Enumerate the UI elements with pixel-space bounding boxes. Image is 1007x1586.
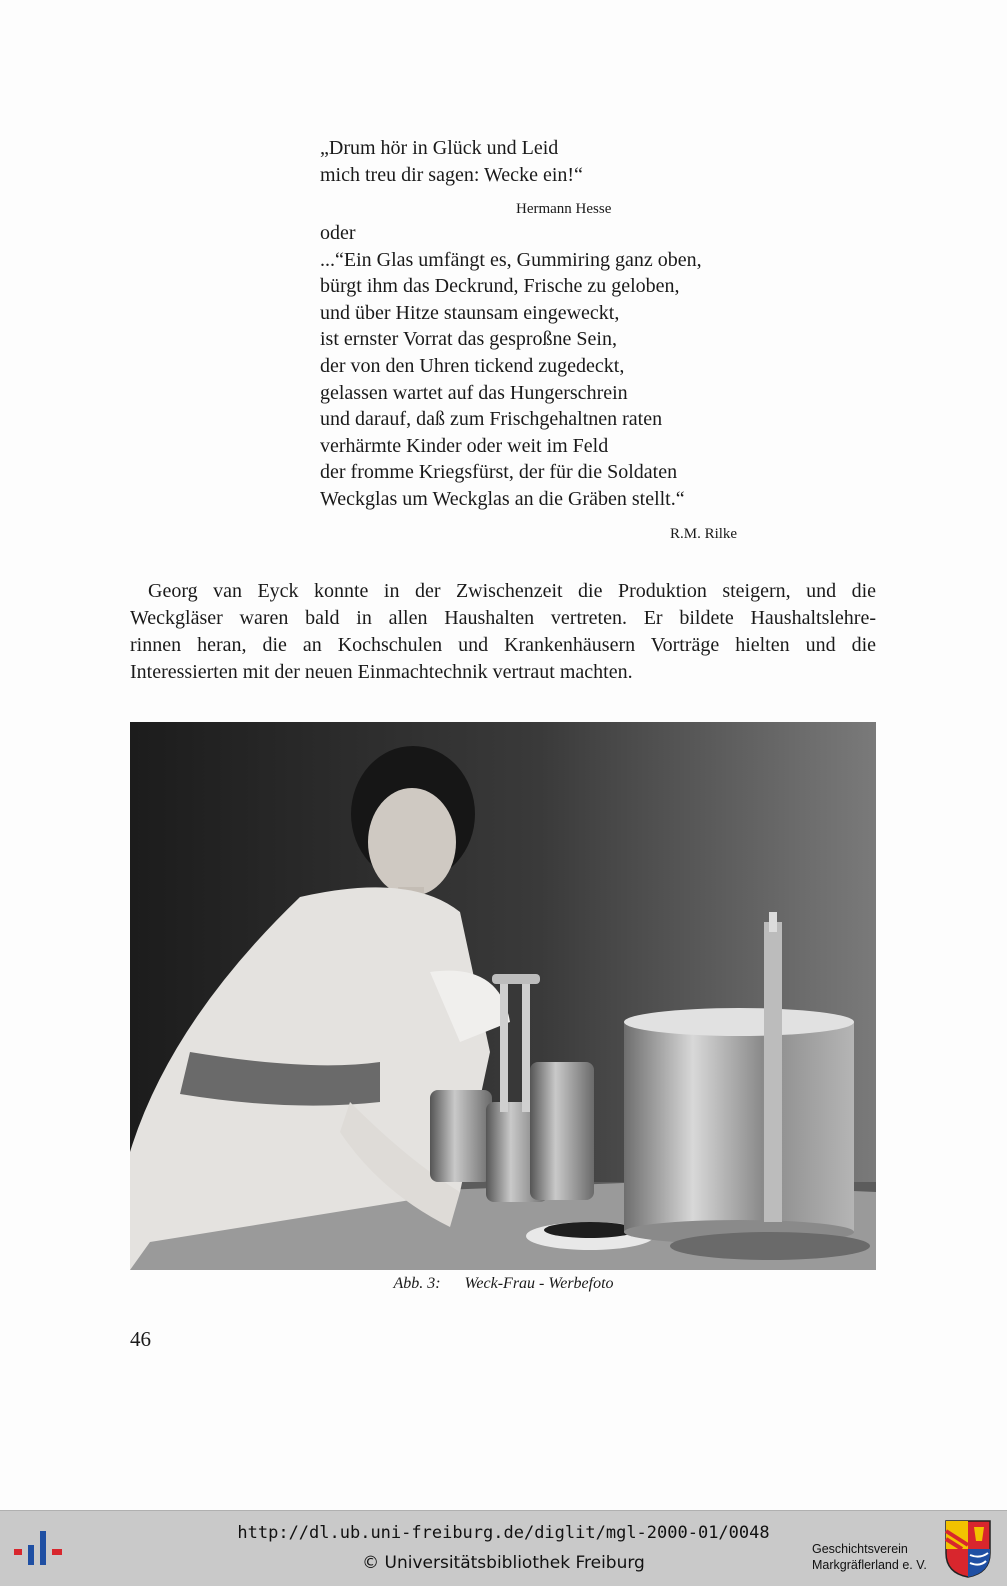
poem-line: und darauf, daß zum Frischgehaltnen raten	[320, 408, 663, 431]
rilke-author: R.M. Rilke	[670, 526, 738, 542]
hesse-author: Hermann Hesse	[516, 201, 612, 217]
document-url-link[interactable]: http://dl.ub.uni-freiburg.de/diglit/mgl-2000-01/0048	[237, 1523, 770, 1543]
poem-line: bürgt ihm das Deckrund, Frische zu geloben,	[320, 275, 680, 298]
poem-line: verhärmte Kinder oder weit im Feld	[320, 434, 609, 457]
poem-line: und über Hitze staunsam eingeweckt,	[320, 301, 620, 324]
poem-line: Weckglas um Weckglas an die Gräben stellt.“	[320, 487, 685, 510]
poem-line: gelassen wartet auf das Hungerschrein	[320, 381, 628, 404]
poem-line: der von den Uhren tickend zugedeckt,	[320, 354, 625, 377]
poem-line: ...“Ein Glas umfängt es, Gummiring ganz oben,	[320, 248, 702, 271]
poem-line: „Drum hör in Glück und Leid	[320, 137, 559, 159]
paragraph-line: rinnen heran, die an Kochschulen und Krankenhäusern Vorträge hielten und die	[130, 634, 876, 656]
copyright-text: © Universitätsbibliothek Freiburg	[362, 1553, 645, 1573]
society-name	[812, 1541, 927, 1573]
society-line: Markgräflerland e. V.	[812, 1558, 927, 1572]
poem-line: oder	[320, 222, 356, 244]
poem-line: der fromme Kriegsfürst, der für die Soldaten	[320, 461, 678, 484]
paragraph-line: Interessierten mit der neuen Einmachtechnik vertraut machten.	[130, 661, 633, 683]
rilke-quote	[320, 220, 760, 513]
coat-of-arms-icon	[944, 1519, 992, 1579]
society-line: Geschichtsverein	[812, 1542, 908, 1556]
page-number: 46	[130, 1327, 151, 1351]
caption-label: Abb. 3:	[393, 1275, 441, 1292]
weck-woman-photo	[130, 722, 876, 1270]
poem-line: mich treu dir sagen: Wecke ein!“	[320, 163, 583, 186]
hesse-quote	[320, 135, 760, 188]
viewer-footer	[0, 1510, 1007, 1586]
paragraph-line: Weckgläser waren bald in allen Haushalten vertreten. Er bildete Haushaltslehre-	[130, 607, 876, 629]
caption-text: Weck-Frau - Werbefoto	[464, 1275, 614, 1292]
body-paragraph	[130, 578, 876, 686]
poem-line: ist ernster Vorrat das gesproßne Sein,	[320, 328, 617, 351]
figure-caption	[0, 1275, 1007, 1293]
paragraph-line: Georg van Eyck konnte in der Zwischenzeit die Produktion steigern, und die	[148, 580, 876, 602]
